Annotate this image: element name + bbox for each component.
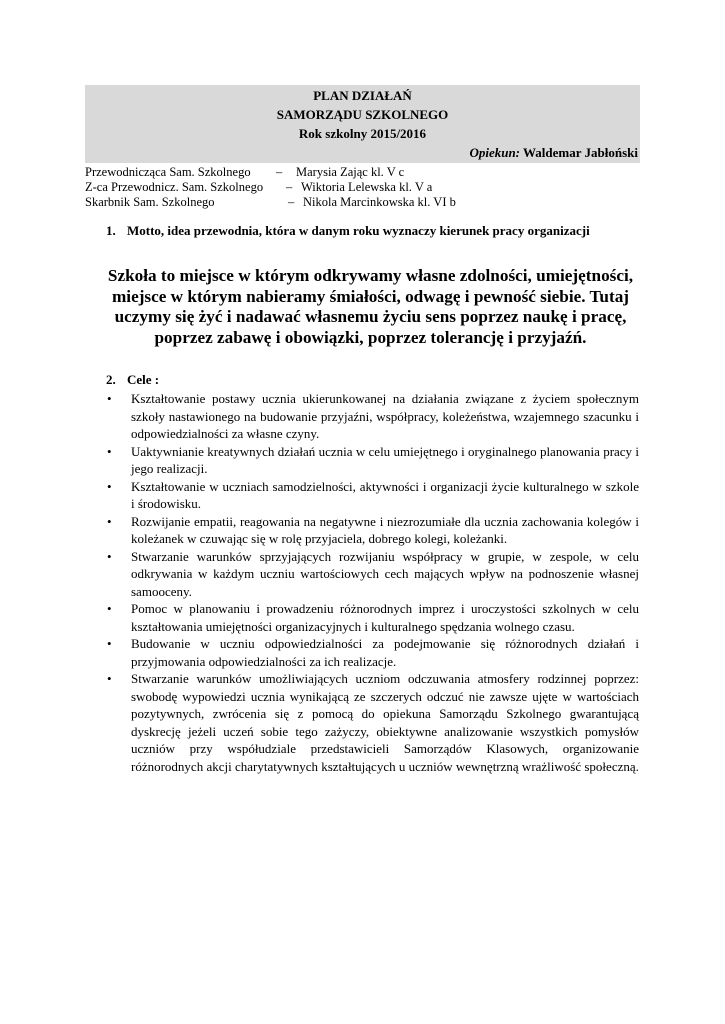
officer-name: Wiktoria Lelewska kl. V a (301, 180, 433, 194)
list-item (105, 548, 639, 601)
bullet-icon: • (107, 513, 112, 529)
officer-dash: – (288, 195, 295, 209)
plan-title: PLAN DZIAŁAŃ (313, 88, 412, 103)
section-heading-text: Motto, idea przewodnia, która w danym roku wyznaczy kierunek pracy organizacji (127, 223, 590, 238)
section-motto-heading (106, 222, 638, 240)
goal-text: Stwarzanie warunków umożliwiających uczniom odczuwania atmosfery rodzinnej poprzez: swobodę wypowiedzi ucznia wynikającą ze szczerych odczuć nie zawsze ujęte w wartościach pozytywnych, zwrócenia się z pomocą do opiekuna Samorządu Szkolnego gwarantującą dyskrecję jeżeli uczeń sobie tego zażyczy, obiektywne analizowanie wszystkich pomysłów uczniów przy współudziale przedstawicieli Samorządów Klasowych, organizowanie różnorodnych akcji charytatywnych kształtujących u uczniów wewnętrzną wrażliwość społeczną. (131, 671, 639, 774)
section-number: 2. (106, 372, 116, 387)
officers-list (85, 165, 640, 210)
section-heading-text: Cele : (127, 372, 160, 387)
school-year: Rok szkolny 2015/2016 (298, 126, 427, 141)
list-item (105, 635, 639, 670)
officer-role: Skarbnik Sam. Szkolnego (85, 195, 215, 209)
title-header (85, 85, 640, 163)
officer-dash: – (276, 165, 283, 179)
goal-text: Stwarzanie warunków sprzyjających rozwijaniu współpracy w grupie, w zespole, w celu odkrywania w każdym uczniu wartościowych cech mających wpływ na podnoszenie własnej samooceny. (131, 548, 639, 599)
plan-subtitle: SAMORZĄDU SZKOLNEGO (276, 107, 449, 122)
guardian-name: Waldemar Jabłoński (520, 145, 638, 160)
bullet-icon: • (107, 671, 112, 686)
section-goals-heading (106, 372, 159, 388)
officer-name: Marysia Zając kl. V c (296, 165, 405, 179)
officer-row (85, 195, 640, 210)
list-item (105, 513, 639, 548)
goal-text: Kształtowanie w uczniach samodzielności, aktywności i organizacji życie kulturalnego w szkole i środowisku. (131, 478, 639, 511)
list-item (105, 443, 639, 478)
officer-role: Z-ca Przewodnicz. Sam. Szkolnego (85, 180, 264, 194)
section-number: 1. (106, 223, 116, 238)
list-item (105, 600, 639, 635)
goal-text: Pomoc w planowaniu i prowadzeniu różnorodnych imprez i uroczystości szkolnych w celu kształtowania umiejętności organizacyjnych i kulturalnego spędzania wolnego czasu. (131, 601, 639, 634)
goals-list (105, 390, 639, 775)
bullet-icon: • (107, 636, 112, 651)
officer-name: Nikola Marcinkowska kl. VI b (303, 195, 456, 209)
officer-dash: – (286, 180, 293, 194)
list-item (105, 670, 639, 775)
officer-row (85, 165, 640, 180)
goal-text: Uaktywnianie kreatywnych działań ucznia w celu umiejętnego i oryginalnego planowania pracy i jego realizacji. (131, 443, 639, 476)
guardian-label: Opiekun: (469, 145, 520, 160)
guardian-line (469, 145, 638, 161)
goal-text: Kształtowanie postawy ucznia ukierunkowanej na działania związane z życiem społecznym szkoły nastawionego na budowanie przyjaźni, współpracy, koleżeństwa, wzajemnego szacunku i odpowiedzialności za własne czyny. (131, 391, 639, 441)
list-item (105, 390, 639, 443)
motto-text: Szkoła to miejsce w którym odkrywamy własne zdolności, umiejętności, miejsce w którym nabieramy śmiałości, odwagę i pewność siebie. Tutaj uczymy się żyć i nadawać własnemu życiu sens poprzez naukę i pracę, poprzez zabawę i obowiązki, poprzez tolerancję i przyjaźń. (107, 266, 634, 347)
officer-row (85, 180, 640, 195)
goal-text: Rozwijanie empatii, reagowania na negatywne i niezrozumiałe dla ucznia zachowania kolegów i koleżanek w czuwając się w rolę przyjaciela, dobrego kolegi, koleżanki. (131, 513, 639, 546)
officer-role: Przewodnicząca Sam. Szkolnego (85, 165, 251, 179)
bullet-icon: • (107, 443, 112, 459)
goal-text: Budowanie w uczniu odpowiedzialności za podejmowanie się różnorodnych działań i przyjmowania odpowiedzialności za ich realizacje. (131, 636, 639, 669)
bullet-icon: • (107, 478, 112, 494)
bullet-icon: • (107, 601, 112, 616)
list-item (105, 478, 639, 513)
bullet-icon: • (107, 391, 112, 406)
bullet-icon: • (107, 548, 112, 564)
